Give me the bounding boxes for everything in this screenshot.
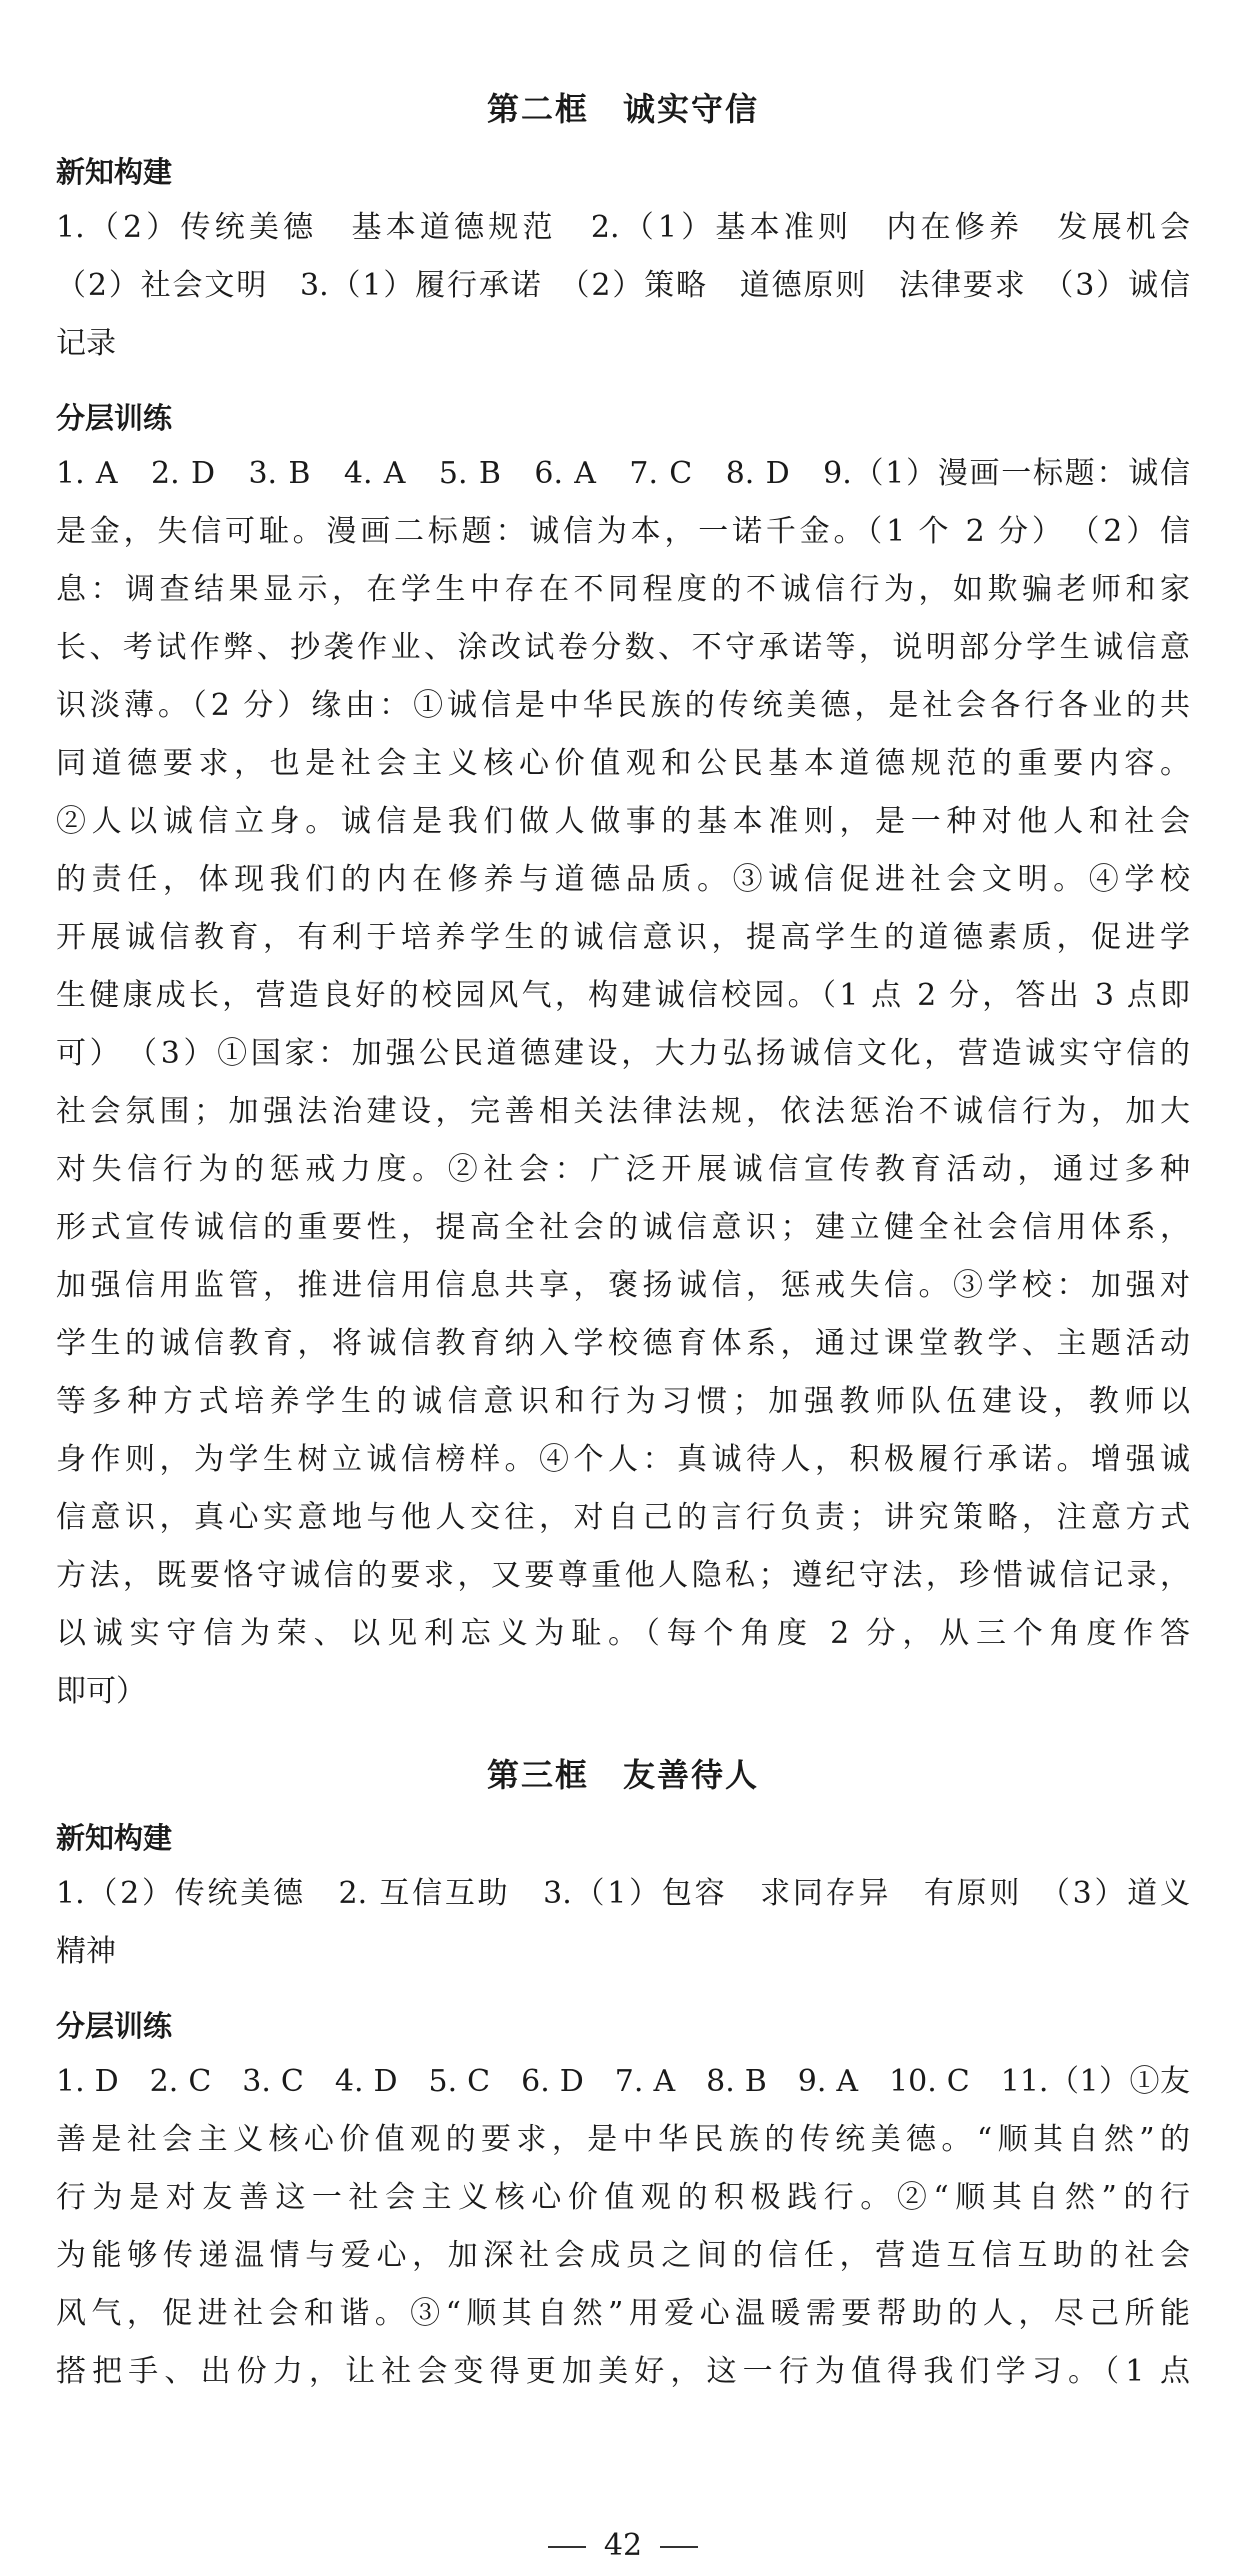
subheading-new-knowledge: 新知构建 <box>56 1821 173 1855</box>
footer-dash-right <box>660 2546 698 2548</box>
text-line: ②人以诚信立身。诚信是我们做人做事的基本准则，是一种对他人和社会 <box>56 804 1190 839</box>
text-line: 同道德要求，也是社会主义核心价值观和公民基本道德规范的重要内容。 <box>56 746 1190 781</box>
text-line: 社会氛围；加强法治建设，完善相关法律法规，依法惩治不诚信行为，加大 <box>56 1094 1190 1129</box>
text-line: 1.（2）传统美德 2. 互信互助 3.（1）包容 求同存异 有原则 （3）道义 <box>56 1876 1190 1911</box>
text-line: 识淡薄。（2 分）缘由：①诚信是中华民族的传统美德，是社会各行各业的共 <box>56 688 1190 723</box>
text-line: 对失信行为的惩戒力度。②社会：广泛开展诚信宣传教育活动，通过多种 <box>56 1152 1190 1187</box>
text-line: （2）社会文明 3.（1）履行承诺 （2）策略 道德原则 法律要求 （3）诚信 <box>56 268 1190 303</box>
text-line: 等多种方式培养学生的诚信意识和行为习惯；加强教师队伍建设，教师以 <box>56 1384 1190 1419</box>
text-line: 可） （3）①国家：加强公民道德建设，大力弘扬诚信文化，营造诚实守信的 <box>56 1036 1190 1071</box>
text-line: 身作则，为学生树立诚信榜样。④个人：真诚待人，积极履行承诺。增强诚 <box>56 1442 1190 1477</box>
subheading-new-knowledge: 新知构建 <box>56 155 173 189</box>
text-line: 形式宣传诚信的重要性，提高全社会的诚信意识；建立健全社会信用体系， <box>56 1210 1190 1245</box>
text-line: 1. D 2. C 3. C 4. D 5. C 6. D 7. A 8. B 9. A 10. C 11.（1）①友 <box>56 2064 1190 2099</box>
text-line: 即可） <box>56 1674 146 1709</box>
text-line: 为能够传递温情与爱心，加深社会成员之间的信任，营造互信互助的社会 <box>56 2238 1190 2273</box>
section-title: 第二框 诚实守信 <box>486 90 759 128</box>
text-line: 是金，失信可耻。漫画二标题：诚信为本，一诺千金。（1 个 2 分） （2）信 <box>56 514 1190 549</box>
text-line: 的责任，体现我们的内在修养与道德品质。③诚信促进社会文明。④学校 <box>56 862 1190 897</box>
text-line: 信意识，真心实意地与他人交往，对自己的言行负责；讲究策略，注意方式 <box>56 1500 1190 1535</box>
footer-dash-left <box>548 2546 586 2548</box>
text-line: 长、考试作弊、抄袭作业、涂改试卷分数、不守承诺等，说明部分学生诚信意 <box>56 630 1190 665</box>
text-line: 加强信用监管，推进信用信息共享，褒扬诚信，惩戒失信。③学校：加强对 <box>56 1268 1190 1303</box>
text-line: 方法，既要恪守诚信的要求，又要尊重他人隐私；遵纪守法，珍惜诚信记录， <box>56 1558 1190 1593</box>
text-line: 以诚实守信为荣、以见利忘义为耻。（每个角度 2 分，从三个角度作答 <box>56 1616 1190 1651</box>
text-line: 生健康成长，营造良好的校园风气，构建诚信校园。（1 点 2 分，答出 3 点即 <box>56 978 1190 1013</box>
subheading-training: 分层训练 <box>56 401 173 435</box>
text-line: 风气，促进社会和谐。③“顺其自然”用爱心温暖需要帮助的人，尽己所能 <box>56 2296 1190 2331</box>
text-line: 1.（2）传统美德 基本道德规范 2.（1）基本准则 内在修养 发展机会 <box>56 210 1190 245</box>
section-title: 第三框 友善待人 <box>486 1756 759 1794</box>
text-line: 息：调查结果显示，在学生中存在不同程度的不诚信行为，如欺骗老师和家 <box>56 572 1190 607</box>
text-line: 行为是对友善这一社会主义核心价值观的积极践行。②“顺其自然”的行 <box>56 2180 1190 2215</box>
text-line: 精神 <box>56 1934 116 1969</box>
page-footer <box>0 2528 1246 2563</box>
text-line: 记录 <box>56 326 116 361</box>
page-number: 42 <box>603 2528 643 2563</box>
text-line: 善是社会主义核心价值观的要求，是中华民族的传统美德。“顺其自然”的 <box>56 2122 1190 2157</box>
text-line: 1. A 2. D 3. B 4. A 5. B 6. A 7. C 8. D 9.（1）漫画一标题：诚信 <box>56 456 1190 491</box>
text-line: 搭把手、出份力，让社会变得更加美好，这一行为值得我们学习。（1 点 <box>56 2354 1190 2389</box>
subheading-training: 分层训练 <box>56 2009 173 2043</box>
text-line: 学生的诚信教育，将诚信教育纳入学校德育体系，通过课堂教学、主题活动 <box>56 1326 1190 1361</box>
text-line: 开展诚信教育，有利于培养学生的诚信意识，提高学生的道德素质，促进学 <box>56 920 1190 955</box>
